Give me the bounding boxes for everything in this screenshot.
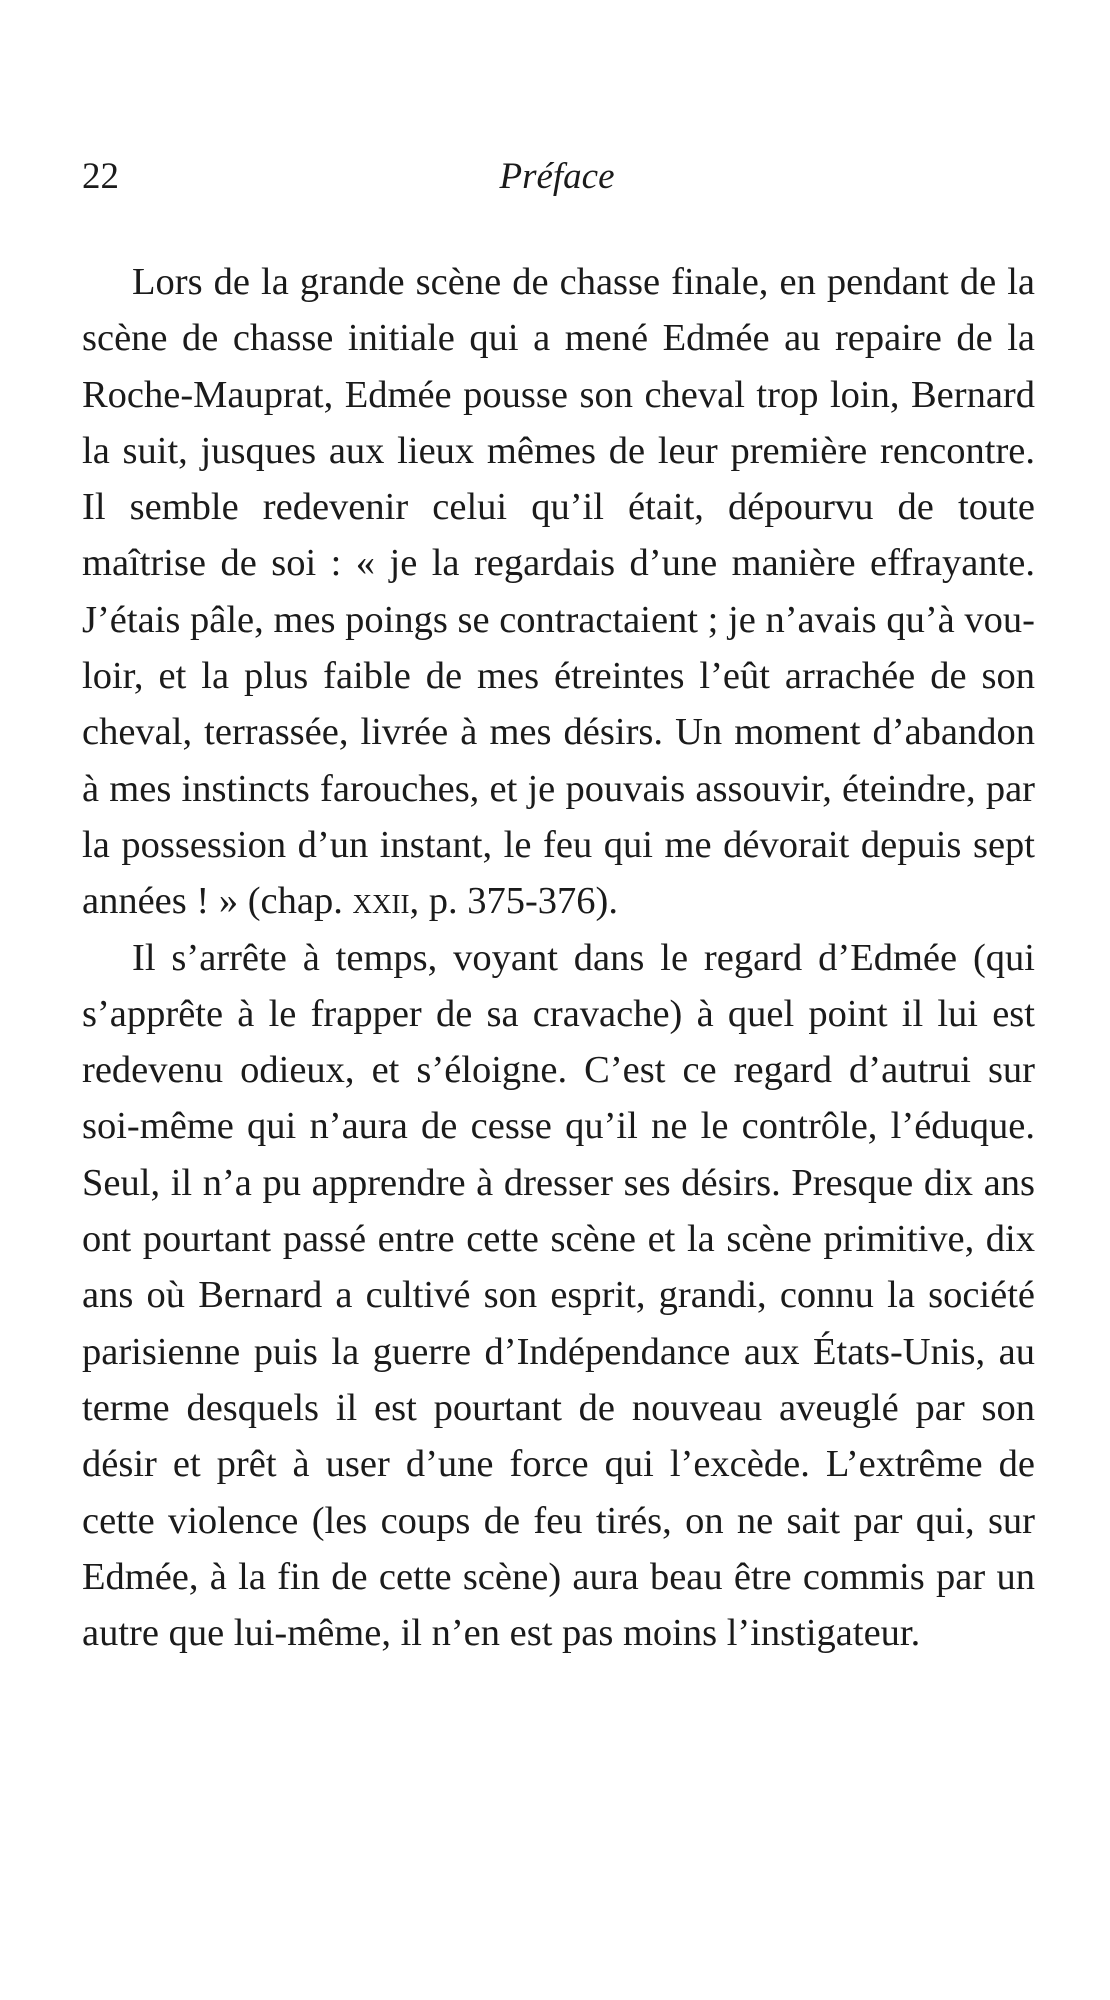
body-text xyxy=(82,254,1035,1661)
paragraph-text: Lors de la grande scène de chasse finale, en pendant de la scène de chasse initiale qui a mené Edmée au repaire de la Roche-Mauprat, Edmée pousse son cheval trop loin, Bernard la suit, jusques aux lieux mêmes de leur première rencontre. Il semble redevenir celui qu’il était, dépourvu de toute maîtrise de soi : « je la regardais d’une manière effrayante. J’étais pâle, mes poings se contractaient ; je n’avais qu’à vouloir, et la plus faible de mes étreintes l’eût arrachée de son cheval, terrassée, livrée à mes désirs. Un moment d’abandon à mes instincts farouches, et je pouvais assouvir, éteindre, par la possession d’un instant, le feu qui me dévorait depuis sept années ! » (chap. xyxy=(82,261,1035,923)
paragraph xyxy=(82,254,1035,930)
page-header xyxy=(82,152,1032,202)
page-reference: , p. 375-376). xyxy=(409,880,618,923)
page-number: 22 xyxy=(82,156,119,197)
paragraph xyxy=(82,930,1035,1662)
running-title: Préface xyxy=(499,156,615,197)
paragraph-text: Il s’arrête à temps, voyant dans le regard d’Edmée (qui s’apprête à le frapper de sa cravache) à quel point il lui est redevenu odieux, et s’éloigne. C’est ce regard d’autrui sur soi-même qui n’aura de cesse qu’il ne le contrôle, l’éduque. Seul, il n’a pu apprendre à dresser ses désirs. Presque dix ans ont pourtant passé entre cette scène et la scène primitive, dix ans où Bernard a cultivé son esprit, grandi, connu la société parisienne puis la guerre d’Indépendance aux États-Unis, au terme desquels il est pourtant de nouveau aveuglé par son désir et prêt à user d’une force qui l’excède. L’extrême de cette violence (les coups de feu tirés, on ne sait par qui, sur Edmée, à la fin de cette scène) aura beau être commis par un autre que lui-même, il n’en est pas moins l’instigateur. xyxy=(82,936,1035,1655)
chapter-number: xxii xyxy=(352,880,410,923)
